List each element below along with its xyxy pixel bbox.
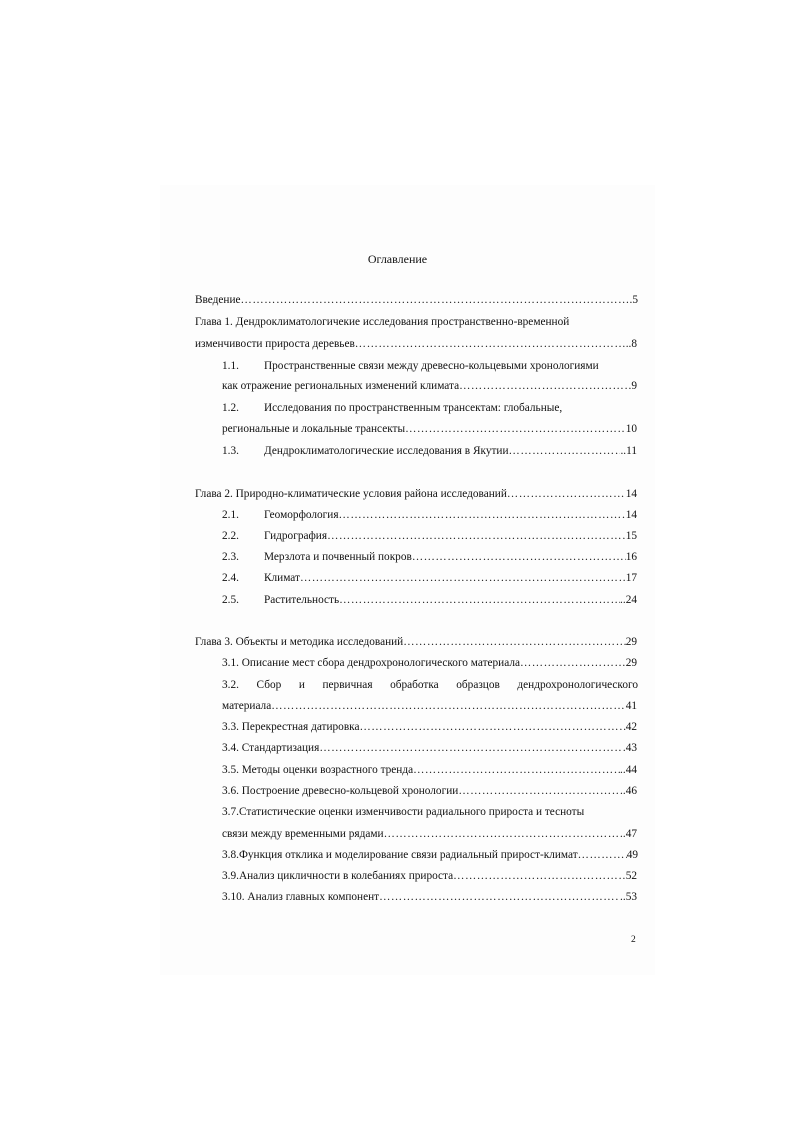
toc-entry-3-2-cont	[222, 698, 637, 714]
toc-entry-3-9	[222, 868, 637, 884]
toc-entry-number: 2.4.	[222, 572, 239, 584]
toc-leader	[300, 570, 626, 586]
toc-leader	[339, 592, 620, 608]
toc-entry-3-6	[222, 783, 637, 799]
toc-entry-text: Введение	[195, 294, 241, 306]
toc-entry-number: 1.3.	[222, 445, 239, 457]
toc-entry-3-7-cont	[222, 826, 637, 842]
toc-entry-2-2	[222, 528, 637, 544]
toc-entry-page: 14	[625, 488, 637, 500]
toc-entry-number: 1.2.	[222, 402, 239, 414]
toc-entry-chapter-2	[195, 486, 637, 502]
toc-leader	[458, 783, 620, 799]
toc-entry-page: 29	[625, 657, 637, 669]
toc-entry-text: Гидрография	[264, 530, 328, 542]
toc-entry-text: Климат	[264, 572, 300, 584]
toc-leader	[355, 336, 626, 352]
toc-entry-page: 41	[625, 700, 637, 712]
toc-entry-page: 16	[625, 551, 637, 563]
toc-entry-text: 3.2. Сбор и первичная обработка образцов дендрохронологического	[222, 679, 638, 691]
toc-entry-number: 1.1.	[222, 360, 239, 372]
toc-entry-2-5	[222, 592, 637, 608]
toc-entry-page: 49	[626, 849, 638, 861]
toc-entry-text: Мерзлота и почвенный покров	[264, 551, 412, 563]
toc-entry-chapter-3	[195, 634, 637, 650]
toc-entry-text: связи между временными рядами	[222, 828, 384, 840]
toc-entry-page: 17	[625, 572, 637, 584]
toc-entry-text: 3.6. Построение древесно-кольцевой хронологии	[222, 785, 459, 797]
toc-entry-chapter-1-cont	[195, 336, 637, 352]
toc-entry-2-4	[222, 570, 637, 586]
toc-leader	[339, 507, 626, 523]
page-number: 2	[631, 935, 636, 945]
toc-leader	[359, 719, 625, 735]
toc-entry-3-8	[222, 847, 638, 863]
toc-entry-1-1	[222, 358, 599, 374]
toc-leader	[507, 486, 626, 502]
toc-entry-page: 15	[625, 530, 637, 542]
toc-entry-text: 3.5. Методы оценки возрастного тренда	[222, 764, 414, 776]
toc-entry-text: Пространственные связи между древесно-кольцевыми хронологиями	[264, 360, 599, 372]
toc-entry-text: Глава 3. Объекты и методика исследований	[195, 636, 404, 648]
toc-entry-3-2	[222, 677, 638, 693]
toc-entry-page: .9	[628, 380, 637, 392]
toc-entry-text: 3.1. Описание мест сбора дендрохронологического материала	[222, 657, 520, 669]
toc-entry-page: 10	[625, 423, 637, 435]
toc-entry-1-1-cont	[222, 378, 637, 394]
toc-entry-page: 52	[625, 870, 637, 882]
toc-entry-page: ..44	[620, 764, 637, 776]
toc-entry-text: Исследования по пространственным трансектам: глобальные,	[264, 402, 563, 414]
toc-leader	[413, 762, 620, 778]
toc-entry-3-1	[222, 655, 637, 671]
toc-leader	[271, 698, 625, 714]
toc-entry-text: 3.10. Анализ главных компонент	[222, 891, 380, 903]
toc-entry-text: 3.8.Функция отклика и моделирование связи радиальный прирост-климат	[222, 849, 578, 861]
toc-entry-1-3	[222, 443, 637, 459]
toc-entry-1-2-cont	[222, 421, 637, 437]
toc-leader	[459, 378, 628, 394]
toc-leader	[405, 421, 626, 437]
toc-entry-number: 2.2.	[222, 530, 239, 542]
toc-leader	[412, 549, 626, 565]
toc-entry-3-7	[222, 804, 584, 820]
toc-entry-text: 3.4. Стандартизация	[222, 742, 320, 754]
toc-leader	[379, 889, 620, 905]
toc-leader	[453, 868, 626, 884]
toc-entry-text: Геоморфология	[264, 509, 339, 521]
toc-entry-3-5	[222, 762, 637, 778]
toc-entry-3-3	[222, 719, 637, 735]
toc-entry-2-3	[222, 549, 637, 565]
toc-entry-page: .5	[629, 294, 638, 306]
toc-entry-page: ..46	[620, 785, 637, 797]
toc-leader	[327, 528, 626, 544]
toc-title: Оглавление	[367, 252, 428, 266]
toc-entry-text: Растительность	[264, 594, 340, 606]
toc-entry-page: ..8	[625, 338, 637, 350]
toc-leader	[509, 443, 621, 459]
toc-entry-page: .43	[622, 742, 637, 754]
toc-leader	[319, 740, 623, 756]
toc-entry-text: 3.9.Анализ цикличности в колебаниях прироста	[222, 870, 454, 882]
toc-entry-text: Глава 1. Дендроклиматологичекие исследования пространственно-временной	[195, 316, 570, 328]
toc-entry-page: 14	[625, 509, 637, 521]
toc-entry-3-10	[222, 889, 637, 905]
toc-entry-number: 2.3.	[222, 551, 239, 563]
toc-leader	[384, 826, 623, 842]
toc-entry-text: 3.3. Перекрестная датировка	[222, 721, 360, 733]
toc-entry-page: .47	[622, 828, 637, 840]
toc-entry-chapter-1	[195, 314, 569, 330]
toc-entry-page: 29	[625, 636, 637, 648]
toc-entry-text: Дендроклиматологические исследования в Якутии	[264, 445, 509, 457]
toc-entry-text: как отражение региональных изменений климата	[222, 380, 460, 392]
toc-entry-text: материала	[222, 700, 272, 712]
toc-entry-text: Глава 2. Природно-климатические условия района исследований	[195, 488, 507, 500]
toc-entry-3-4	[222, 740, 637, 756]
toc-entry-text: региональные и локальные трансекты	[222, 423, 406, 435]
toc-entry-intro	[195, 292, 638, 308]
toc-entry-page: ..11	[620, 445, 637, 457]
toc-entry-text: 3.7.Статистические оценки изменчивости радиального прироста и тесноты	[222, 806, 585, 818]
toc-entry-number: 2.1.	[222, 509, 239, 521]
toc-entry-text: изменчивости прироста деревьев	[195, 338, 355, 350]
toc-entry-page: ..24	[620, 594, 637, 606]
toc-leader	[520, 655, 626, 671]
toc-leader	[241, 292, 630, 308]
toc-leader	[403, 634, 625, 650]
toc-entry-1-2	[222, 400, 562, 416]
toc-entry-page: 42	[625, 721, 637, 733]
toc-entry-2-1	[222, 507, 637, 523]
toc-leader	[578, 847, 627, 863]
toc-entry-page: ..53	[620, 891, 637, 903]
toc-entry-number: 2.5.	[222, 594, 239, 606]
